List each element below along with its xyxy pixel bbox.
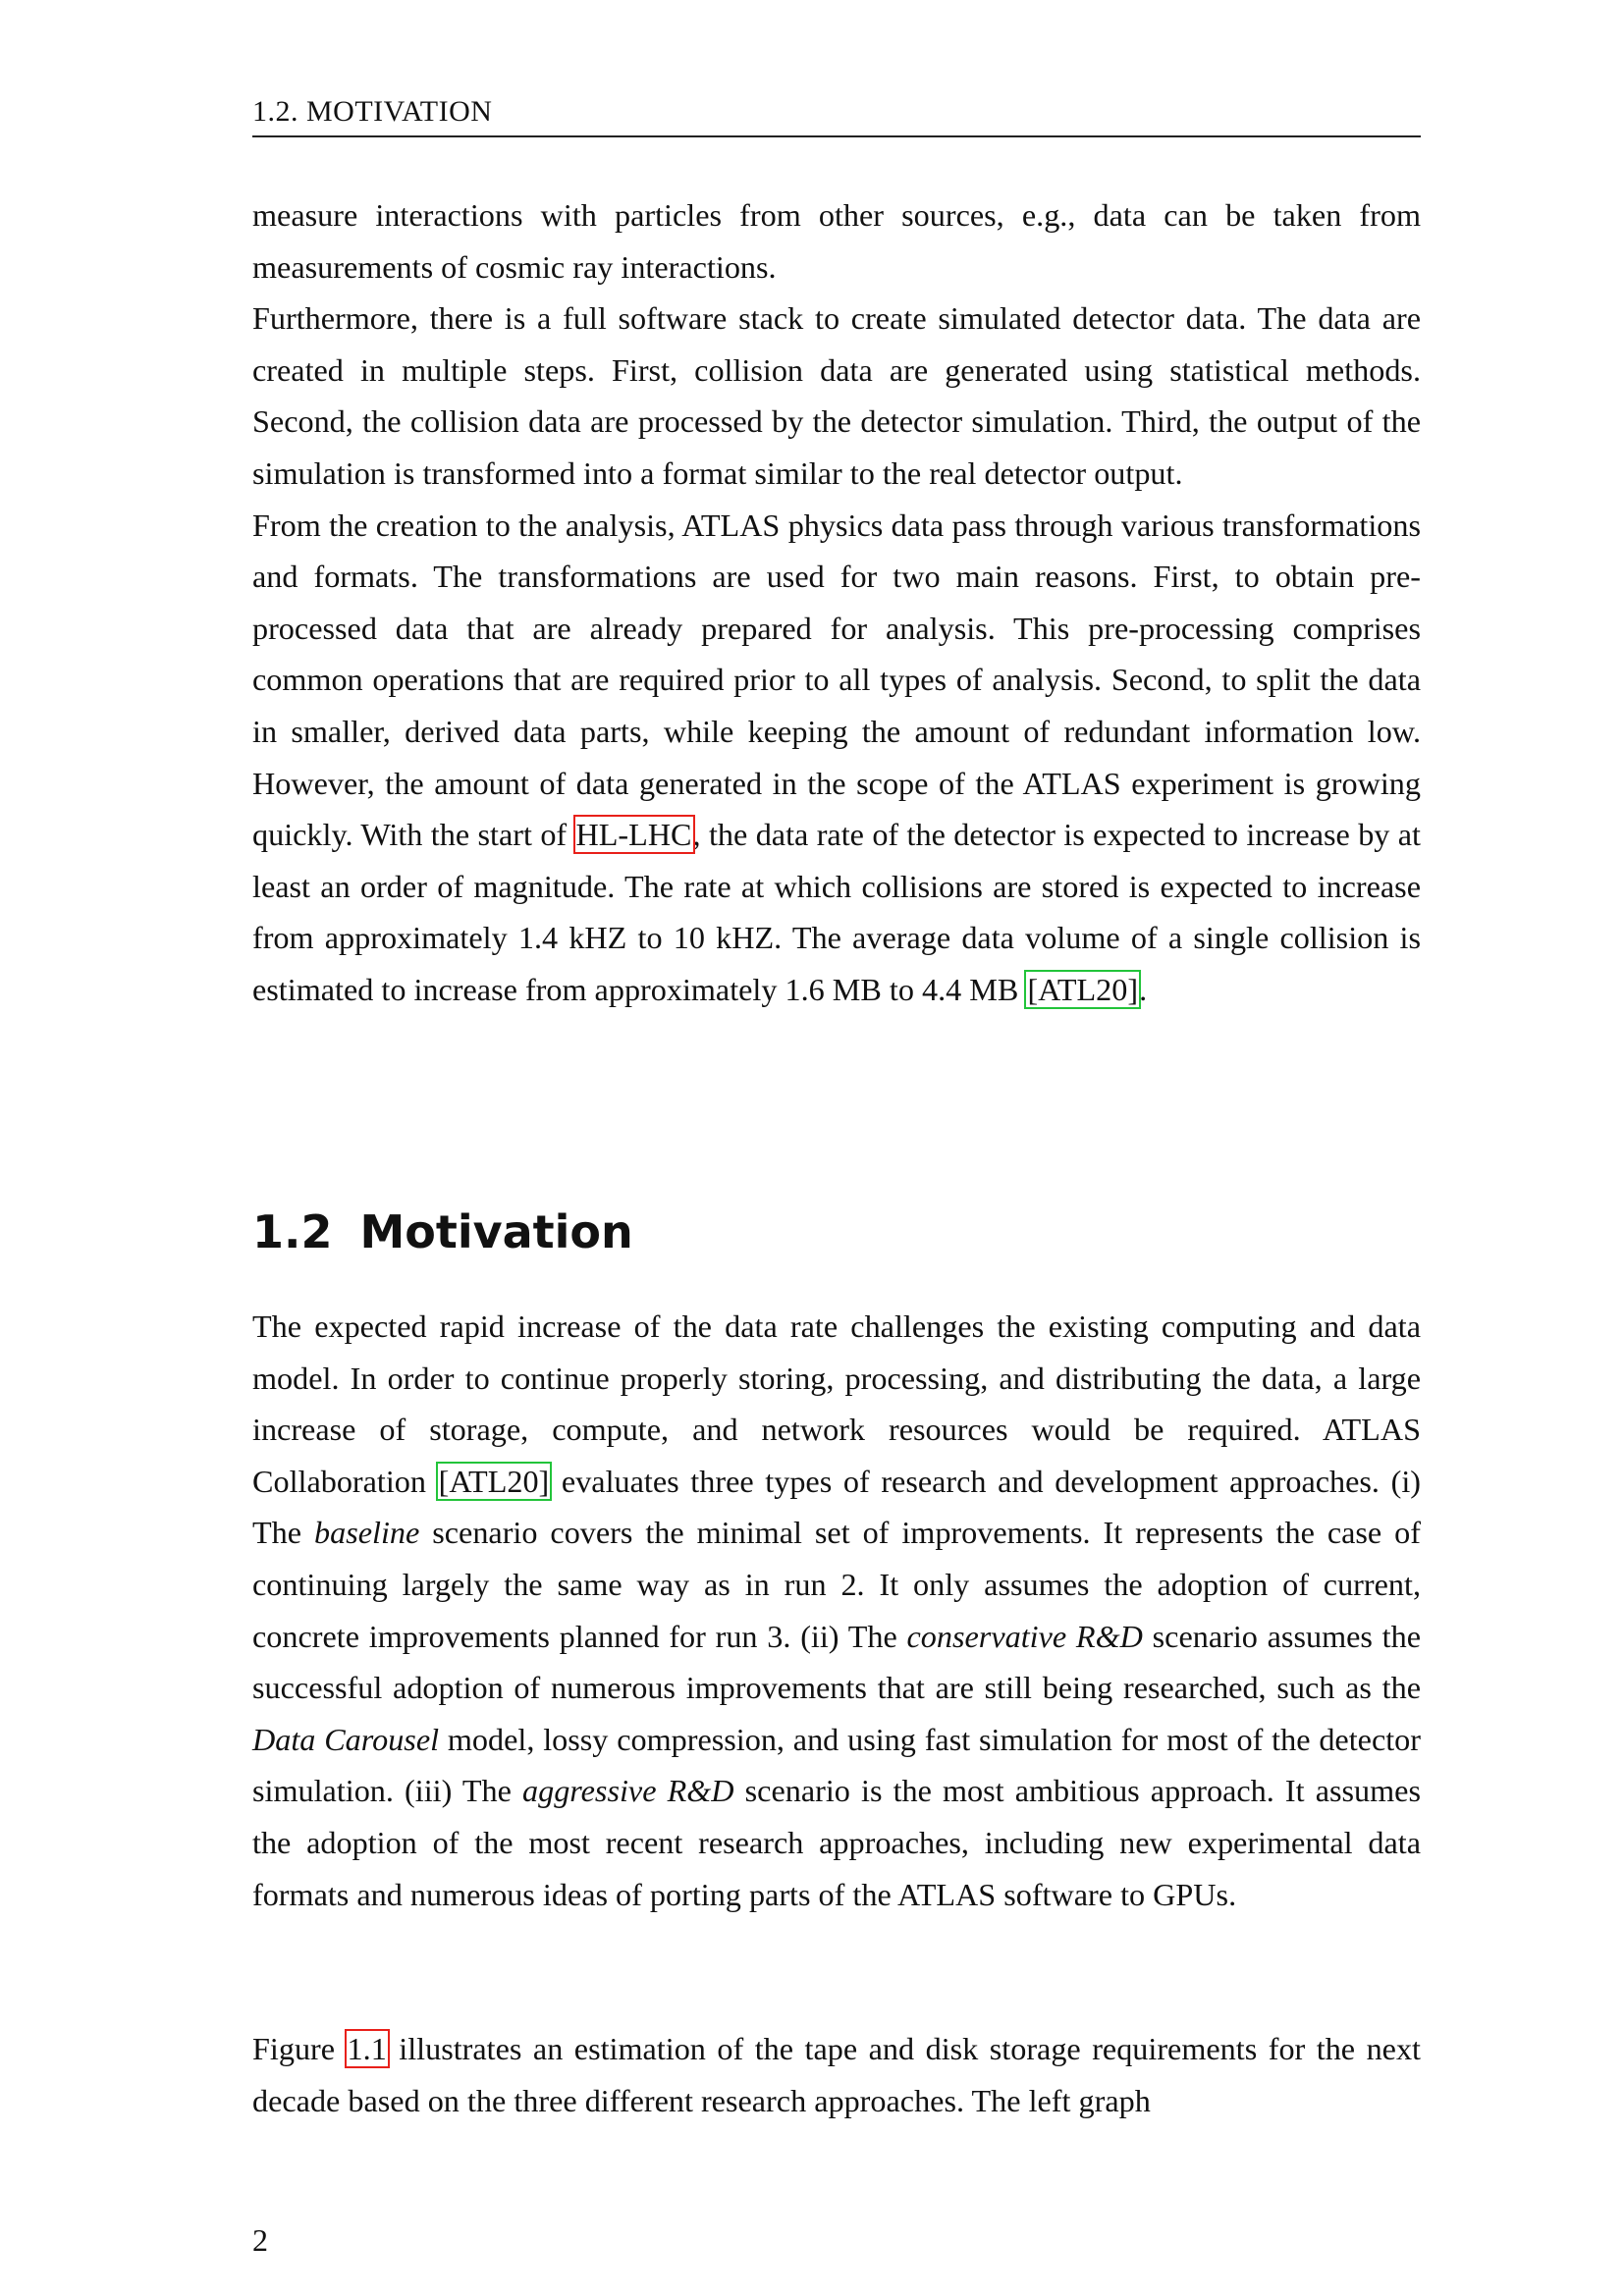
citation-link-atl20[interactable]: [ATL20] bbox=[438, 1463, 550, 1499]
emphasis-conservative: conservative R&D bbox=[906, 1618, 1143, 1654]
running-header bbox=[252, 92, 1421, 137]
emphasis-aggressive: aggressive R&D bbox=[522, 1773, 734, 1809]
paragraph: From the creation to the analysis, ATLAS physics data pass through various transformations and formats. The transformations are used for two main reasons. First, to obtain pre-processed data that are already prepared for analysis. This pre-processing comprises common operations that are required prior to all types of analysis. Second, to split the data in smaller, derived data parts, while keeping the amount of redundant information low. However, the amount of data generated in the scope of the ATLAS experiment is growing quickly. With the start of HL-LHC, the data rate of the detector is expected to increase by at least an order of magnitude. The rate at which collisions are stored is expected to increase from approximately 1.4 kHZ to 10 kHZ. The average data volume of a single collision is estimated to increase from approximately 1.6 MB to 4.4 MB [ATL20]. bbox=[252, 507, 1422, 1007]
section-title: Motivation bbox=[359, 1205, 633, 1258]
text-block-intro bbox=[252, 189, 1421, 1016]
section-number: 1.2 bbox=[252, 1205, 333, 1258]
acronym-link-hl-lhc[interactable]: HL-LHC bbox=[575, 817, 692, 853]
emphasis-baseline: baseline bbox=[314, 1515, 420, 1551]
running-title: 1.2. MOTIVATION bbox=[252, 95, 493, 128]
text-block-figure-ref bbox=[252, 2023, 1421, 2126]
section-heading bbox=[252, 1202, 633, 1261]
paragraph: The expected rapid increase of the data rate challenges the existing computing and data model. In order to continue properly storing, processing, and distributing the data, a large increase of storage, compute, and network resources would be required. ATLAS Collaboration [ATL20] evaluates three types of research and development approaches. (i) The baseline scenario covers the minimal set of improvements. It represents the case of continuing largely the same way as in run 2. It only assumes the adoption of current, concrete improvements planned for run 3. (ii) The conservative R&D scenario assumes the successful adoption of numerous improvements that are still being researched, such as the Data Carousel model, lossy compression, and using fast simulation for most of the detector simulation. (iii) The aggressive R&D scenario is the most ambitious approach. It assumes the adoption of the most recent research approaches, including new experimental data formats and numerous ideas of porting parts of the ATLAS software to GPUs. bbox=[252, 1308, 1422, 1912]
paragraph: Figure 1.1 illustrates an estimation of the tape and disk storage requirements for the next decade based on the three different research approaches. The left graph bbox=[252, 2031, 1421, 2118]
figure-link-1-1[interactable]: 1.1 bbox=[347, 2031, 387, 2066]
emphasis-data-carousel: Data Carousel bbox=[252, 1721, 440, 1757]
page-number: 2 bbox=[252, 2222, 268, 2258]
citation-link-atl20[interactable]: [ATL20] bbox=[1027, 971, 1139, 1007]
text-block-motivation bbox=[252, 1301, 1421, 1920]
paragraph: Furthermore, there is a full software stack to create simulated detector data. The data are created in multiple steps. First, collision data are generated using statistical methods. Second, the collision data are processed by the detector simulation. Third, the output of the simulation is transformed into a format similar to the real detector output. bbox=[252, 300, 1421, 491]
paragraph: measure interactions with particles from other sources, e.g., data can be taken from measurements of cosmic ray interactions. bbox=[252, 197, 1421, 285]
